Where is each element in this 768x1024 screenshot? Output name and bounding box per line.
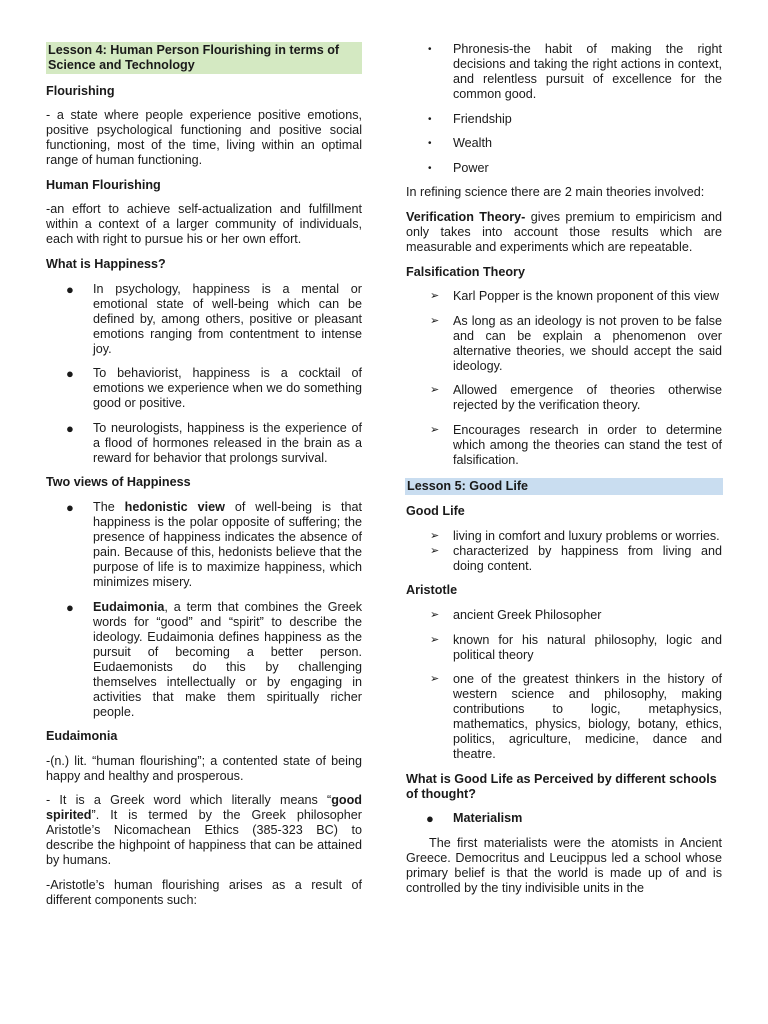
materialism-paragraph: The first materialists were the atomists in Ancient Greece. Democritus and Leucippus led a school whose primary belief is that the world is made up of and is controlled by the tiny indivisible units in the xyxy=(406,835,722,895)
arrow-bullet-icon: ➢ xyxy=(430,423,440,436)
list-item: ➢ ancient Greek Philosopher xyxy=(430,607,602,622)
list-item-eudaimonia: ● Eudaimonia, a term that combines the Greek words for “good” and “spirit” to describe the ideology. Eudaimonia defines happiness as the pursuit of becoming a better person. Eudaemonists do this by challenging themselves intellectually or by engaging in activities that make them spiritually richer people. xyxy=(66,599,362,719)
bullet-icon: ● xyxy=(66,281,74,297)
left-column xyxy=(46,42,362,918)
right-column xyxy=(406,42,722,905)
materialism-list xyxy=(406,811,722,826)
verification-paragraph: Verification Theory- gives premium to empiricism and only takes into account those results which are measurable and experiments which are repeatable. xyxy=(406,209,722,254)
list-item: • Friendship xyxy=(428,111,512,126)
bullet-icon: ● xyxy=(66,599,74,615)
small-bullet-icon: • xyxy=(428,44,432,55)
list-item: ➢ characterized by happiness from living and doing content. xyxy=(430,543,722,573)
arrow-bullet-icon: ➢ xyxy=(430,608,440,621)
arrow-bullet-icon: ➢ xyxy=(430,384,440,397)
list-item: • Wealth xyxy=(428,136,492,151)
list-item: ➢ known for his natural philosophy, logic and political theory xyxy=(430,632,722,662)
aristotle-heading: Aristotle xyxy=(406,583,458,598)
good-spirited-term: good spirited xyxy=(46,793,362,823)
falsification-list xyxy=(406,289,722,468)
verification-term: Verification Theory- xyxy=(406,209,526,224)
list-item: • Power xyxy=(428,160,489,175)
lesson5-title: Lesson 5: Good Life xyxy=(405,478,723,495)
happiness-list xyxy=(46,282,362,466)
small-bullet-icon: • xyxy=(428,138,432,150)
list-item-materialism xyxy=(406,811,722,826)
materialism-label: Materialism xyxy=(453,811,523,826)
falsification-heading: Falsification Theory xyxy=(406,264,525,279)
arrow-bullet-icon: ➢ xyxy=(430,673,440,686)
list-item: ● To neurologists, happiness is the experience of a flood of hormones released in the brain as a reward for behavior that prolongs survival. xyxy=(66,420,362,465)
list-item-hedonistic: ● The hedonistic view of well-being is that happiness is the polar opposite of suffering; the presence of happiness indicates the absence of pain. Because of this, hedonists believe that the purpose of life is to maximize happiness, which minimizes misery. xyxy=(66,499,362,589)
arrow-bullet-icon: ➢ xyxy=(430,290,440,303)
bullet-icon: ● xyxy=(66,366,74,382)
human-flourishing-definition: -an effort to achieve self-actualization and fulfillment within a context of a larger community of individuals, each with right to pursue his or her own effort. xyxy=(46,202,362,247)
flourishing-definition: - a state where people experience positive emotions, positive psychological functioning and positive social functioning, most of the time, living within an optimal range of human functioning. xyxy=(46,108,362,168)
list-item: ➢ Encourages research in order to determine which among the theories can stand the test of falsification. xyxy=(430,422,722,467)
happiness-heading: What is Happiness? xyxy=(46,256,166,271)
list-item: ➢ Allowed emergence of theories otherwise rejected by the verification theory. xyxy=(430,383,722,413)
refining-paragraph: In refining science there are 2 main theories involved: xyxy=(406,185,705,200)
small-bullet-icon: • xyxy=(428,162,432,174)
list-item: • Phronesis-the habit of making the right decisions and taking the right actions in context, and relentless pursuit of excellence for the common good. xyxy=(428,42,722,101)
aristotle-components-paragraph: -Aristotle’s human flourishing arises as a result of different components such: xyxy=(46,877,362,907)
arrow-bullet-icon: ➢ xyxy=(430,529,440,542)
list-item: ➢ living in comfort and luxury problems or worries. xyxy=(430,528,720,543)
two-views-list xyxy=(46,500,362,720)
arrow-bullet-icon: ➢ xyxy=(430,314,440,327)
components-list xyxy=(406,42,722,176)
bullet-icon: ● xyxy=(66,499,74,515)
flourishing-heading: Flourishing xyxy=(46,83,115,98)
list-item: ➢ Karl Popper is the known proponent of this view xyxy=(430,289,720,304)
bullet-icon: ● xyxy=(66,420,74,436)
lesson4-title: Lesson 4: Human Person Flourishing in terms of Science and Technology xyxy=(46,42,362,74)
list-item: ● In psychology, happiness is a mental or emotional state of well-being which can be defined by, among others, positive or pleasant emotions ranging from contentment to intense joy. xyxy=(66,281,362,356)
bullet-icon: ● xyxy=(426,811,434,827)
aristotle-list xyxy=(406,608,722,762)
two-views-heading: Two views of Happiness xyxy=(46,475,191,490)
human-flourishing-heading: Human Flourishing xyxy=(46,177,161,192)
arrow-bullet-icon: ➢ xyxy=(430,633,440,646)
schools-of-thought-heading: What is Good Life as Perceived by different schools of thought? xyxy=(406,771,717,801)
arrow-bullet-icon: ➢ xyxy=(430,544,440,557)
eudaimonia-heading: Eudaimonia xyxy=(46,729,118,744)
small-bullet-icon: • xyxy=(428,113,432,125)
eudaimonia-term: Eudaimonia xyxy=(93,599,165,614)
list-item: ➢ one of the greatest thinkers in the history of western science and philosophy, making contributions to logic, metaphysics, mathematics, physics, biology, botany, ethics, politics, agriculture, medicine, dance and theatre. xyxy=(430,672,722,762)
good-life-list xyxy=(406,529,722,574)
hedonistic-view-term: hedonistic view xyxy=(124,499,225,514)
list-item: ➢ As long as an ideology is not proven to be false and can be explain a phenomenon over alternative theories, we should accept the said ideology. xyxy=(430,313,722,373)
list-item: ● To behaviorist, happiness is a cocktail of emotions we experience when we do something good or positive. xyxy=(66,366,362,411)
eudaimonia-definition: -(n.) lit. “human flourishing”; a contented state of being happy and healthy and prosperous. xyxy=(46,753,362,783)
good-life-heading: Good Life xyxy=(406,504,465,519)
greek-word-paragraph: - It is a Greek word which literally means “good spirited”. It is termed by the Greek philosopher Aristotle’s Nicomachean Ethics (385-323 BC) to describe the highpoint of happiness that can be attained by humans. xyxy=(46,793,362,868)
